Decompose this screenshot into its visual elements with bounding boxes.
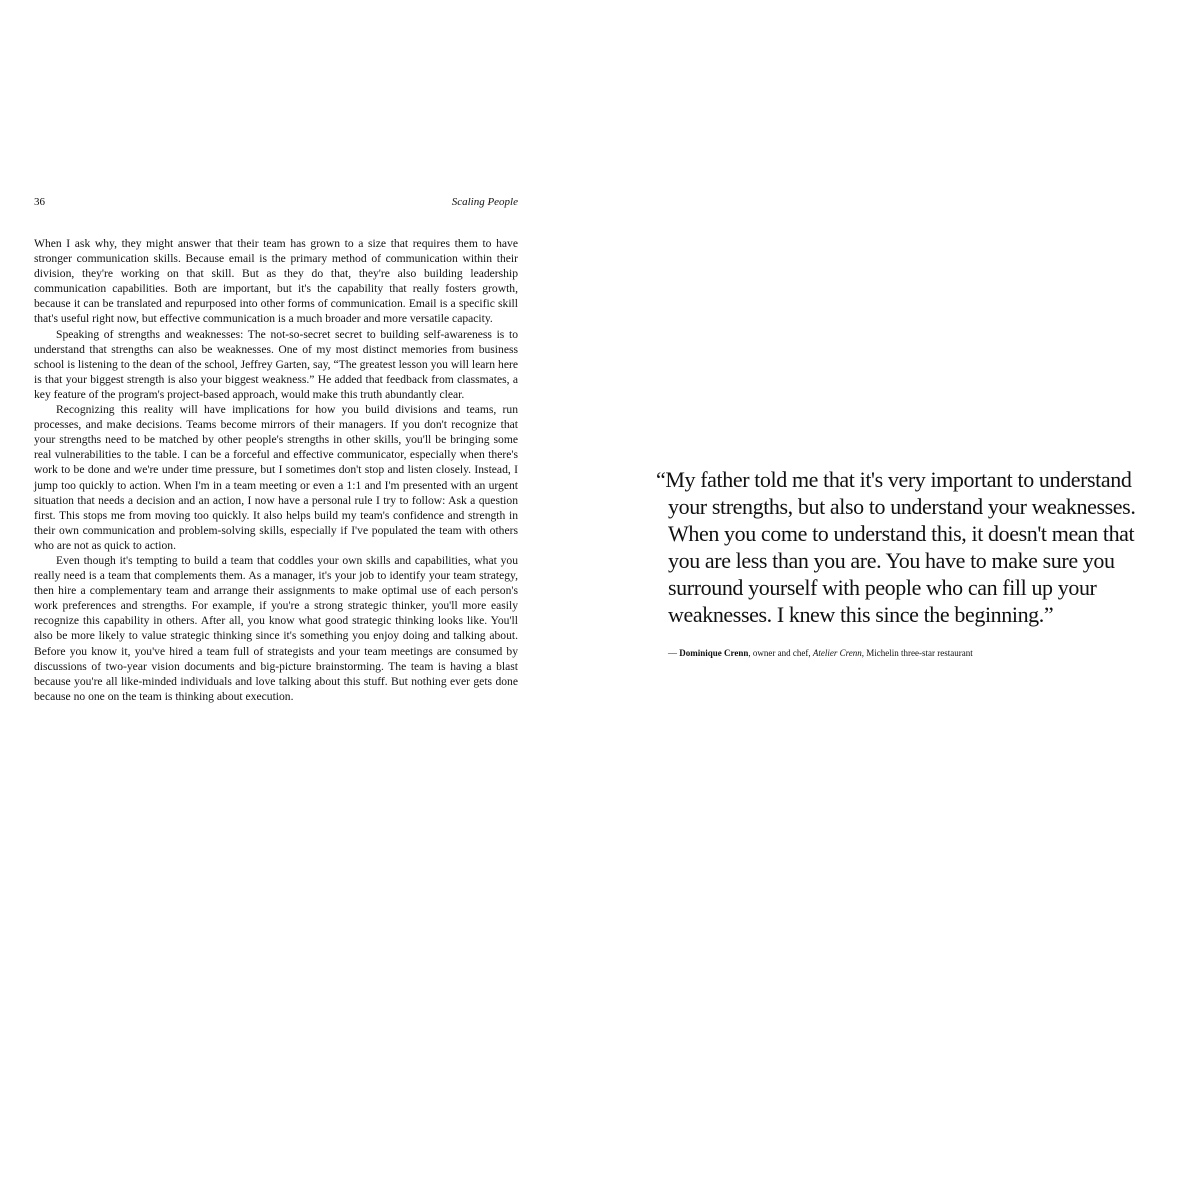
attribution-role: , owner and chef,: [748, 648, 813, 658]
running-head: [34, 196, 518, 216]
paragraph: Even though it's tempting to build a team that coddles your own skills and capabilities, what you really need is a team that complements them. As a manager, it's your job to identify your team strategy, then hire a complementary team and arrange their assignments to make optimal use of each person's work preferences and strengths. For example, if you're a strong strategic thinker, you'll more easily recognize this capability in others. After all, you know what good strategic thinking looks like. You'll also be more likely to value strategic thinking since it's something you enjoy doing and talking about. Before you know it, you've hired a team full of strategists and your team meetings are consumed by discussions of two-year vision documents and big-picture brainstorming. The team is having a blast because you're all like-minded individuals and love talking about this stuff. But nothing ever gets done because no one on the team is thinking about execution.: [34, 553, 518, 703]
body-text: [34, 236, 518, 704]
right-page: [656, 466, 1136, 658]
running-title: Scaling People: [451, 196, 518, 208]
attribution-dash: —: [668, 648, 680, 658]
quote-attribution: [656, 648, 1136, 658]
attribution-suffix: , Michelin three-star restaurant: [861, 648, 973, 658]
paragraph: Speaking of strengths and weaknesses: The not-so-secret secret to building self-awareness is to understand that strengths can also be weaknesses. One of my most distinct memories from business school is listening to the dean of the school, Jeffrey Garten, say, “The greatest lesson you will learn here is that your biggest strength is also your biggest weakness.” He added that feedback from classmates, a key feature of the program's project-based approach, would make this truth abundantly clear.: [34, 327, 518, 401]
pull-quote: “My father told me that it's very important to understand your strengths, but also to understand your weaknesses. When you come to understand this, it doesn't mean that you are less than you are. You have to make sure you surround yourself with people who can fill up your weaknesses. I knew this since the beginning.”: [656, 467, 1136, 627]
paragraph: Recognizing this reality will have implications for how you build divisions and teams, run processes, and make decisions. Teams become mirrors of their managers. If you don't recognize that your strengths need to be matched by other people's strengths in other skills, you'll be bringing some real vulnerabilities to the table. I can be a forceful and effective communicator, especially when there's work to be done and we're under time pressure, but I sometimes don't stop and listen closely. Instead, I jump too quickly to action. When I'm in a team meeting or even a 1:1 and I'm presented with an urgent situation that needs a decision and an action, I now have a personal rule I try to follow: Ask a question first. This stops me from moving too quickly. It also helps build my team's confidence and strength in their own communication and problem-solving skills, especially if I've populated the team with others who are not as quick to action.: [34, 403, 518, 552]
attribution-name: Dominique Crenn: [679, 648, 749, 658]
attribution-venue: Atelier Crenn: [812, 648, 862, 658]
page-number: 36: [34, 196, 45, 208]
paragraph: When I ask why, they might answer that their team has grown to a size that requires them to have stronger communication skills. Because email is the primary method of communication within their division, they're working on that skill. But as they do that, they're also building leadership communication capabilities. Both are important, but it's the capability that really fosters growth, because it can be translated and repurposed into other forms of communication. Email is a specific skill that's useful right now, but effective communication is a much broader and more versatile capacity.: [34, 237, 518, 326]
left-page: [34, 196, 518, 704]
